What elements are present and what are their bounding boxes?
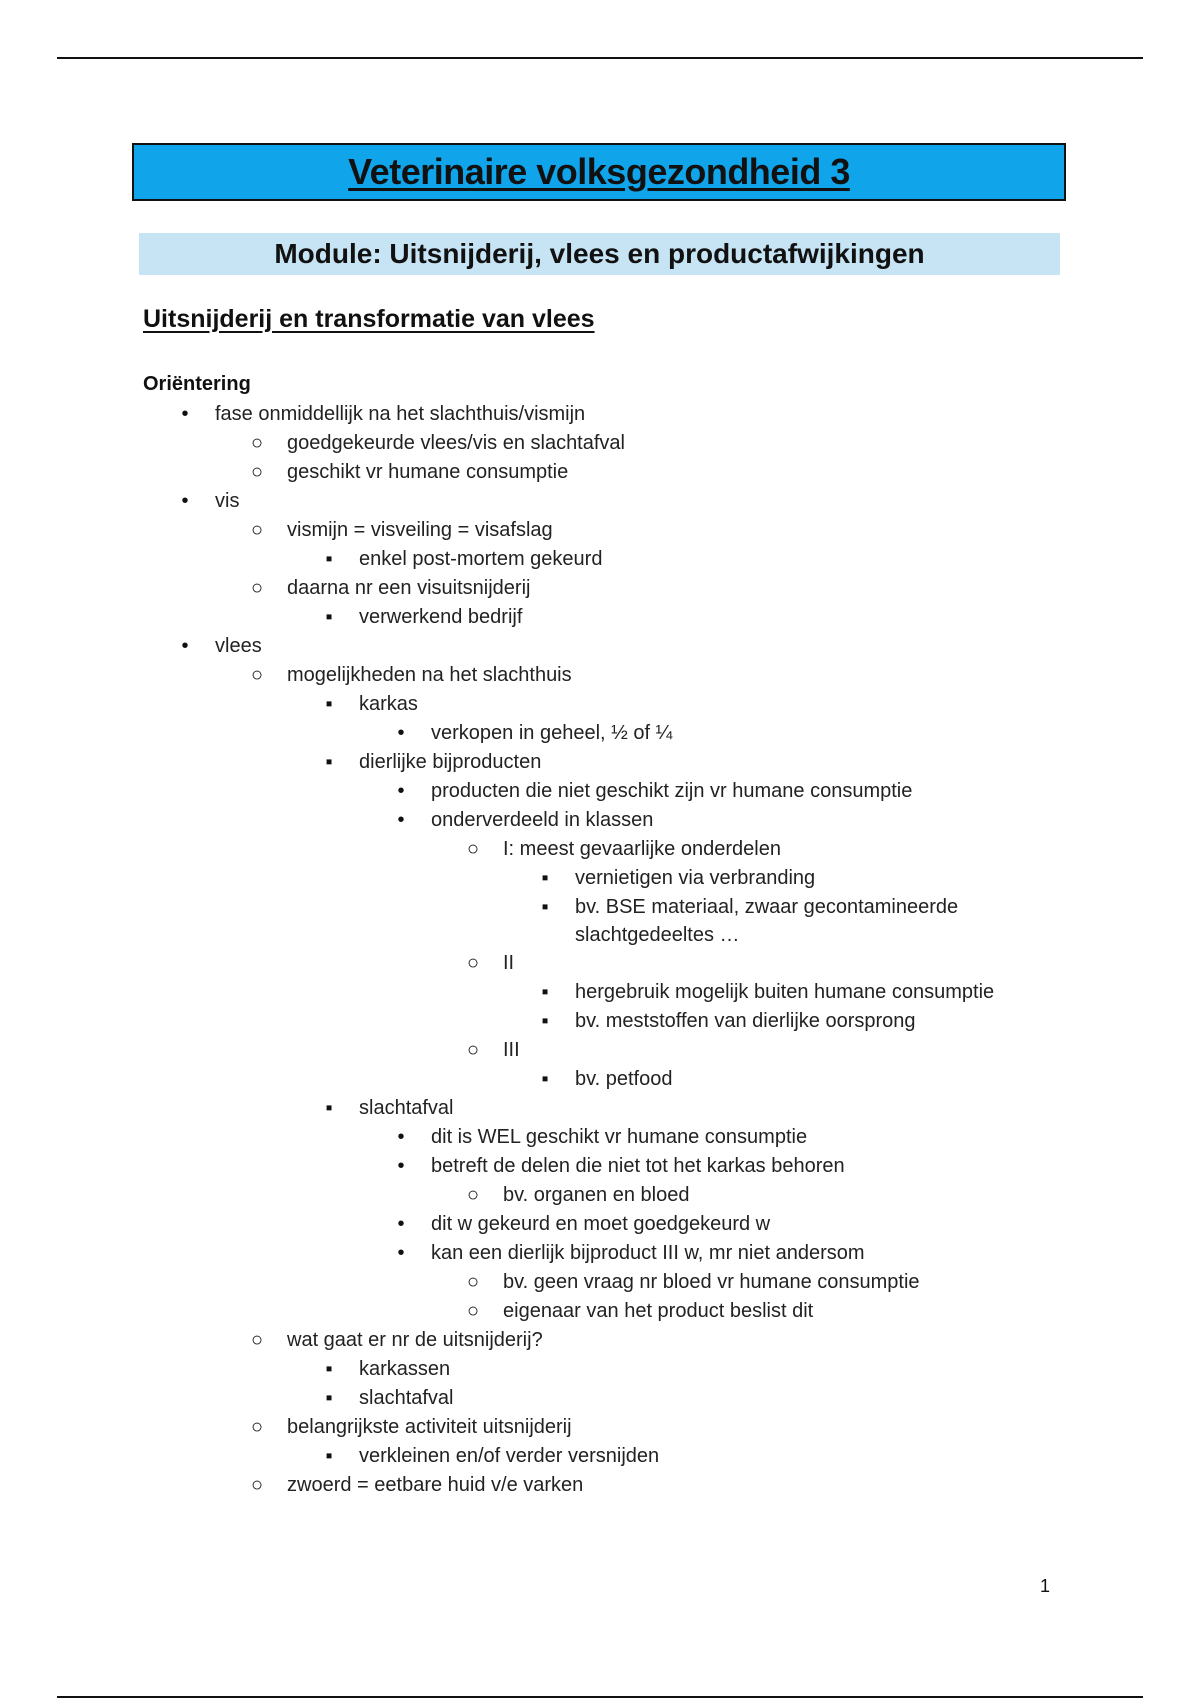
bullet-icon: • (181, 635, 189, 657)
list-item-text: dit is WEL geschikt vr humane consumptie (431, 1126, 808, 1148)
list-item (0, 1007, 1200, 1036)
list-item-text: goedgekeurde vlees/vis en slachtafval (287, 432, 625, 454)
list-item (0, 1152, 1200, 1181)
bullet-icon: ▪ (541, 896, 549, 918)
list-item-text: verkleinen en/of verder versnijden (359, 1445, 660, 1467)
bullet-icon: ○ (250, 461, 264, 483)
bullet-icon: • (397, 809, 405, 831)
list-item-text: verkopen in geheel, ½ of ¼ (431, 722, 673, 744)
list-item-text: vernietigen via verbranding (575, 867, 816, 889)
list-item (0, 429, 1200, 458)
bullet-icon: • (181, 403, 189, 425)
bullet-icon: ▪ (541, 981, 549, 1003)
list-item-text: eigenaar van het product beslist dit (503, 1300, 814, 1322)
list-item-text: producten die niet geschikt zijn vr humane consumptie (431, 780, 913, 802)
bullet-icon: ▪ (325, 751, 333, 773)
bullet-icon: ▪ (325, 1097, 333, 1119)
list-item (0, 864, 1200, 893)
list-item-text: vismijn = visveiling = visafslag (287, 519, 553, 541)
list-item-text: wat gaat er nr de uitsnijderij? (287, 1329, 543, 1351)
list-item (0, 1210, 1200, 1239)
list-item (0, 719, 1200, 748)
list-item-text: dit w gekeurd en moet goedgekeurd w (431, 1213, 771, 1235)
list-item (0, 1123, 1200, 1152)
list-item (0, 1355, 1200, 1384)
list-item (0, 458, 1200, 487)
bullet-icon: ▪ (325, 606, 333, 628)
section-title: Uitsnijderij en transformatie van vlees (143, 305, 595, 333)
list-item (0, 1297, 1200, 1326)
list-item (0, 835, 1200, 864)
list-item-text: bv. geen vraag nr bloed vr humane consumptie (503, 1271, 920, 1293)
list-item-text: onderverdeeld in klassen (431, 809, 654, 831)
bullet-icon: ▪ (541, 1010, 549, 1032)
subheading-orientering: Oriëntering (143, 373, 251, 395)
document-title-banner (132, 143, 1066, 201)
page-number: 1 (1040, 1576, 1051, 1596)
list-item-text: fase onmiddellijk na het slachthuis/vismijn (215, 403, 586, 425)
top-rule (57, 57, 1143, 59)
list-item-text: mogelijkheden na het slachthuis (287, 664, 572, 686)
bullet-icon: • (397, 780, 405, 802)
outline-list (0, 400, 1200, 1500)
list-item (0, 661, 1200, 690)
bullet-icon: ▪ (325, 1358, 333, 1380)
bullet-icon: ○ (250, 577, 264, 599)
list-item (0, 545, 1200, 574)
list-item-text: I: meest gevaarlijke onderdelen (503, 838, 781, 860)
list-item (0, 516, 1200, 545)
list-item-text: verwerkend bedrijf (359, 606, 523, 628)
list-item-text: III (503, 1039, 520, 1061)
list-item-text: II (503, 952, 515, 974)
bullet-icon: ○ (250, 664, 264, 686)
list-item-text: kan een dierlijk bijproduct III w, mr niet andersom (431, 1242, 865, 1264)
list-item-text: enkel post-mortem gekeurd (359, 548, 603, 570)
bullet-icon: • (397, 722, 405, 744)
list-item (0, 1413, 1200, 1442)
list-item-text: vis (215, 490, 240, 512)
bullet-icon: ▪ (325, 1387, 333, 1409)
list-item (0, 1239, 1200, 1268)
bottom-rule (57, 1696, 1143, 1698)
bullet-icon: ○ (466, 1039, 480, 1061)
list-item-text: karkas (359, 693, 418, 715)
bullet-icon: ○ (250, 432, 264, 454)
list-item (0, 978, 1200, 1007)
list-item-text: bv. organen en bloed (503, 1184, 690, 1206)
list-item (0, 690, 1200, 719)
list-item-text: belangrijkste activiteit uitsnijderij (287, 1416, 572, 1438)
bullet-icon: • (397, 1155, 405, 1177)
list-item (0, 1268, 1200, 1297)
bullet-icon: • (397, 1242, 405, 1264)
bullet-icon: ▪ (325, 693, 333, 715)
list-item (0, 949, 1200, 978)
list-item (0, 1181, 1200, 1210)
bullet-icon: ○ (466, 1271, 480, 1293)
document-title: Veterinaire volksgezondheid 3 (348, 151, 850, 192)
list-item-text: geschikt vr humane consumptie (287, 461, 569, 483)
list-item-text: karkassen (359, 1358, 451, 1380)
bullet-icon: ○ (466, 1300, 480, 1322)
list-item (0, 1442, 1200, 1471)
list-item (0, 806, 1200, 835)
bullet-icon: ○ (250, 1329, 264, 1351)
bullet-icon: ▪ (325, 548, 333, 570)
list-item-text: dierlijke bijproducten (359, 751, 542, 773)
list-item-text: zwoerd = eetbare huid v/e varken (287, 1474, 584, 1496)
bullet-icon: ○ (466, 838, 480, 860)
list-item-text: bv. meststoffen van dierlijke oorsprong (575, 1010, 916, 1032)
list-item (0, 603, 1200, 632)
list-item (0, 893, 1200, 949)
bullet-icon: ○ (466, 952, 480, 974)
list-item (0, 1036, 1200, 1065)
module-title: Module: Uitsnijderij, vlees en productafwijkingen (274, 238, 925, 269)
list-item (0, 632, 1200, 661)
list-item (0, 574, 1200, 603)
list-item-text: slachtafval (359, 1097, 454, 1119)
bullet-icon: • (397, 1126, 405, 1148)
list-item (0, 1094, 1200, 1123)
module-banner (139, 233, 1060, 275)
bullet-icon: ○ (466, 1184, 480, 1206)
list-item (0, 1065, 1200, 1094)
bullet-icon: ○ (250, 1474, 264, 1496)
bullet-icon: ○ (250, 519, 264, 541)
list-item-text: slachtafval (359, 1387, 454, 1409)
list-item-text: betreft de delen die niet tot het karkas behoren (431, 1155, 845, 1177)
bullet-icon: • (181, 490, 189, 512)
list-item (0, 777, 1200, 806)
list-item (0, 1384, 1200, 1413)
list-item (0, 748, 1200, 777)
list-item (0, 400, 1200, 429)
bullet-icon: ▪ (541, 867, 549, 889)
bullet-icon: • (397, 1213, 405, 1235)
bullet-icon: ▪ (325, 1445, 333, 1467)
bullet-icon: ○ (250, 1416, 264, 1438)
list-item-text: bv. BSE materiaal, zwaar gecontamineerde slachtgedeeltes … (575, 896, 959, 946)
list-item (0, 1471, 1200, 1500)
list-item-text: daarna nr een visuitsnijderij (287, 577, 531, 599)
list-item-text: hergebruik mogelijk buiten humane consumptie (575, 981, 995, 1003)
list-item (0, 487, 1200, 516)
list-item (0, 1326, 1200, 1355)
list-item-text: vlees (215, 635, 262, 657)
bullet-icon: ▪ (541, 1068, 549, 1090)
list-item-text: bv. petfood (575, 1068, 673, 1090)
